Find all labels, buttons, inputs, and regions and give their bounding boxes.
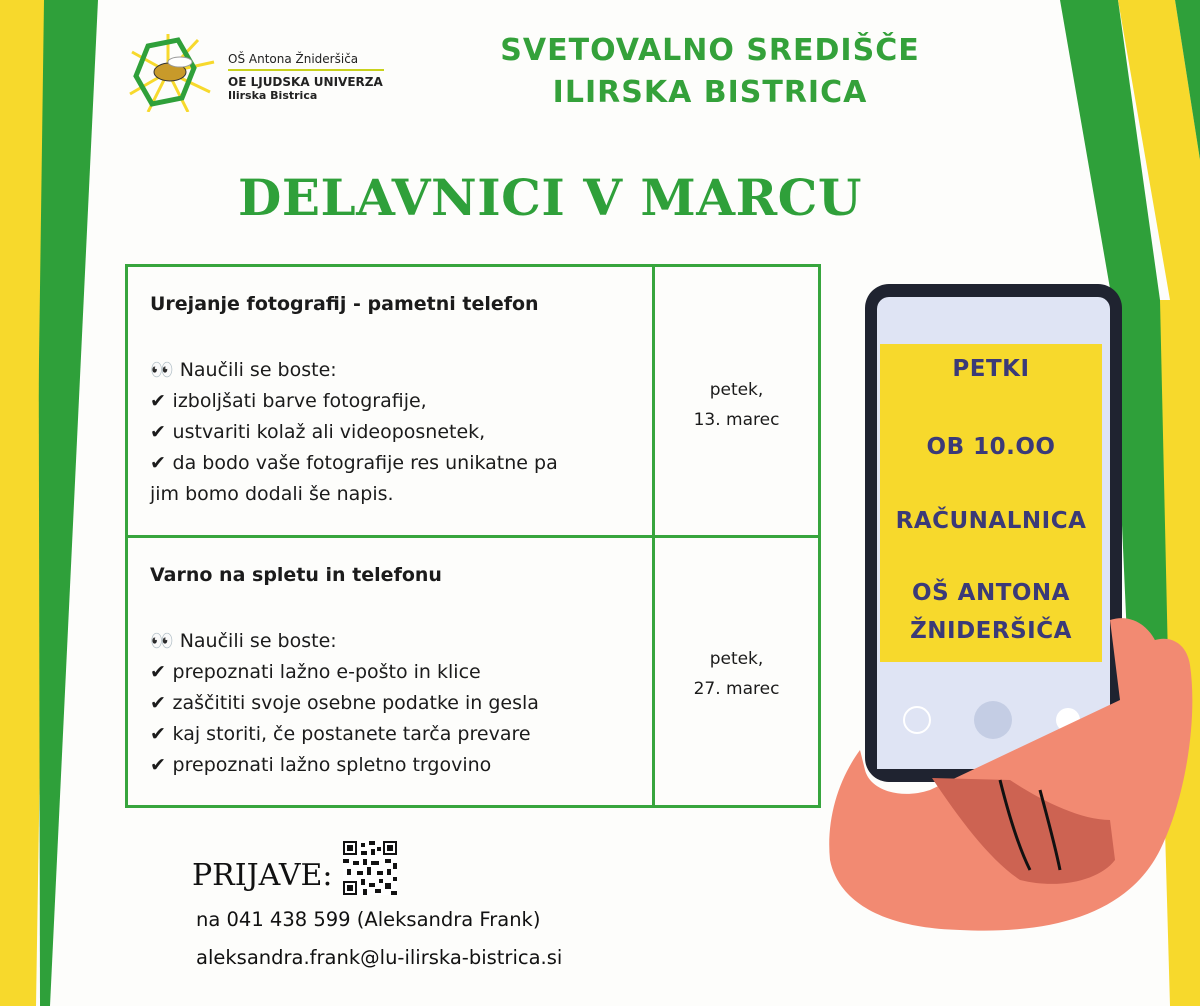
workshop-row xyxy=(128,538,818,805)
workshop-item: izboljšati barve fotografije, xyxy=(172,390,427,412)
registration-label: PRIJAVE: xyxy=(192,858,333,893)
screen-line-days: PETKI xyxy=(952,356,1030,382)
workshop-item: ustvariti kolaž ali videoposnetek, xyxy=(172,421,486,443)
workshop-intro: Naučili se boste: xyxy=(179,630,337,652)
center-heading-line1: SVETOVALNO SREDIŠČE xyxy=(500,33,920,68)
center-heading xyxy=(440,30,980,114)
center-heading-line2: ILIRSKA BISTRICA xyxy=(552,75,868,110)
workshop-item: zaščititi svoje osebne podatke in gesla xyxy=(172,692,539,714)
contact-phone: na 041 438 599 (Aleksandra Frank) xyxy=(196,908,541,931)
workshops-table xyxy=(125,264,821,808)
checkmark-icon: ✔ xyxy=(150,421,173,443)
workshop-item: da bodo vaše fotografije res unikatne pa xyxy=(172,452,558,474)
eyes-icon: 👀 xyxy=(150,359,180,381)
workshop-title: Urejanje fotografij - pametni telefon xyxy=(150,293,539,315)
logo-school-name: OŠ Antona Žnideršiča xyxy=(228,52,359,66)
workshop-item: prepoznati lažno spletno trgovino xyxy=(172,754,492,776)
workshop-day: petek, xyxy=(709,649,764,669)
logo-divider xyxy=(228,69,384,71)
workshop-day: petek, xyxy=(709,380,764,400)
workshop-description xyxy=(128,267,655,535)
workshop-row xyxy=(128,267,818,538)
stripe-green-left xyxy=(38,0,98,1006)
workshop-intro: Naučili se boste: xyxy=(179,359,337,381)
page-title: DELAVNICI V MARCU xyxy=(237,168,863,227)
workshop-item: kaj storiti, če postanete tarča prevare xyxy=(172,723,531,745)
workshop-date: 13. marec xyxy=(693,410,780,430)
workshop-date-cell xyxy=(655,267,818,535)
workshop-date: 27. marec xyxy=(693,679,780,699)
workshop-description xyxy=(128,538,655,805)
checkmark-icon: ✔ xyxy=(150,754,173,776)
checkmark-icon: ✔ xyxy=(150,661,173,683)
school-logo xyxy=(128,32,388,112)
checkmark-icon: ✔ xyxy=(150,723,173,745)
checkmark-icon: ✔ xyxy=(150,452,173,474)
logo-unit-name: OE LJUDSKA UNIVERZA xyxy=(228,75,383,89)
screen-line-school1: OŠ ANTONA xyxy=(912,580,1070,606)
screen-line-time: OB 10.OO xyxy=(926,434,1056,460)
checkmark-icon: ✔ xyxy=(150,390,173,412)
qr-code-icon xyxy=(343,841,397,895)
checkmark-icon: ✔ xyxy=(150,692,173,714)
workshop-title: Varno na spletu in telefonu xyxy=(150,564,442,586)
phone-screen-panel xyxy=(880,344,1102,662)
workshop-item: prepoznati lažno e-pošto in klice xyxy=(172,661,481,683)
eyes-icon: 👀 xyxy=(150,630,180,652)
bee-sun-logo-icon xyxy=(128,32,224,112)
screen-line-room: RAČUNALNICA xyxy=(895,508,1087,534)
workshop-item: jim bomo dodali še napis. xyxy=(150,483,394,505)
logo-place-name: Ilirska Bistrica xyxy=(228,89,318,102)
phone-home-button-icon xyxy=(974,701,1012,739)
screen-line-school2: ŽNIDERŠIČA xyxy=(910,618,1072,644)
contact-email[interactable]: aleksandra.frank@lu-ilirska-bistrica.si xyxy=(196,946,563,969)
workshop-date-cell xyxy=(655,538,818,805)
